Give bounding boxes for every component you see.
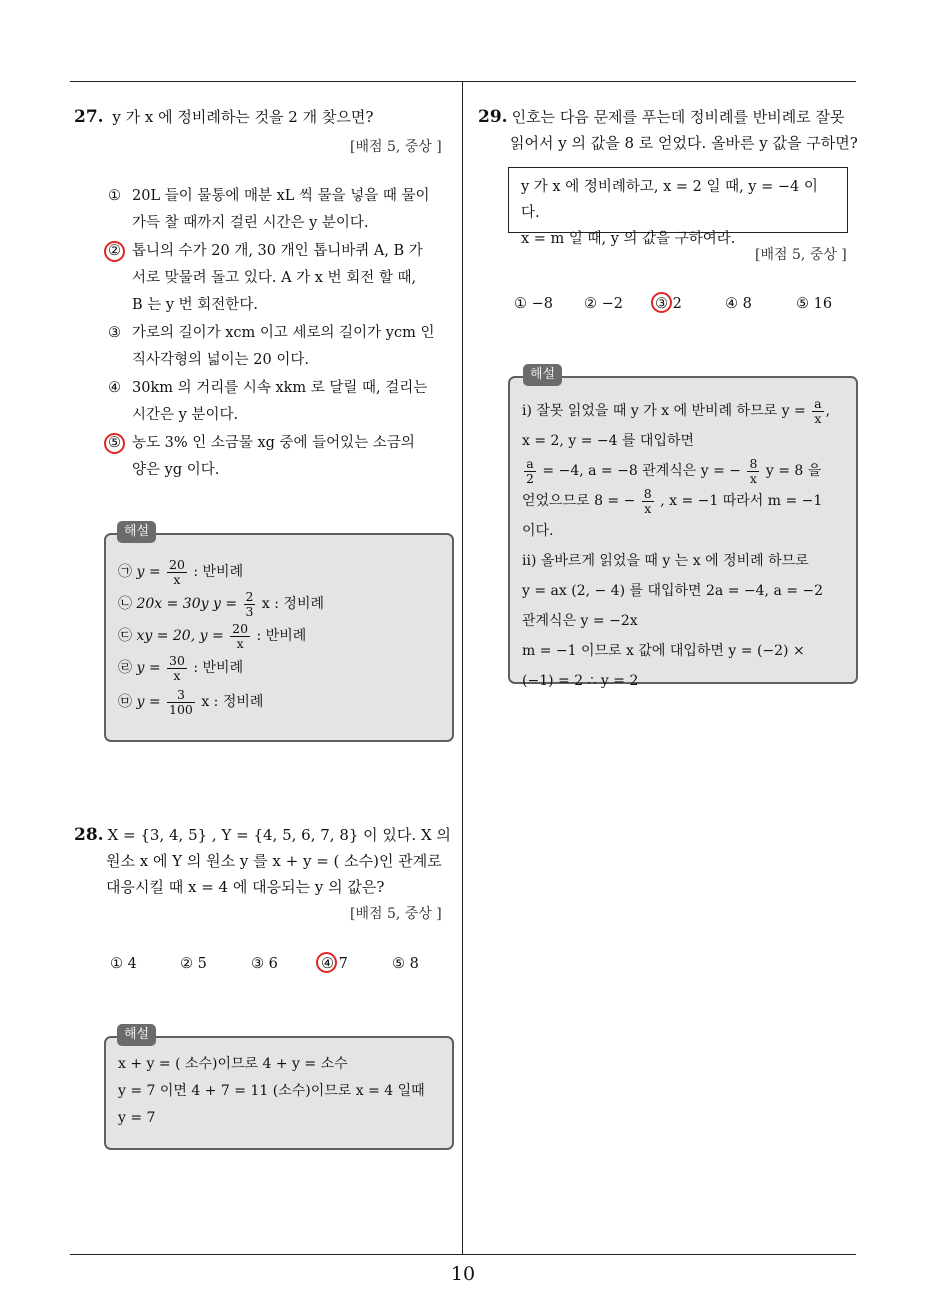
- fraction-denominator: x: [644, 500, 652, 516]
- q28-solution-tag: 해설: [117, 1024, 156, 1046]
- solution-math: y =: [136, 694, 161, 710]
- option-line: 가로의 길이가 xcm 이고 세로의 길이가 ycm 인: [132, 325, 435, 341]
- solution-line: 관계식은 y = −2x: [522, 613, 638, 629]
- option-line: 톱니의 수가 20 개, 30 개인 톱니바퀴 A, B 가: [132, 243, 423, 259]
- fraction: [244, 590, 256, 619]
- solution-text: = −4, a = −8 관계식은 y = −: [542, 463, 742, 479]
- fraction-denominator: 2: [526, 470, 534, 486]
- choice: ① 4: [110, 956, 137, 972]
- solution-line: y = ax (2, − 4) 를 대입하면 2a = −4, a = −2: [522, 583, 824, 599]
- fraction: [747, 457, 759, 486]
- fraction-numerator: a: [814, 395, 822, 411]
- option-line: 20L 들이 물통에 매분 xL 씩 물을 넣을 때 물이: [132, 188, 430, 204]
- q27-option-4: [108, 375, 438, 429]
- fraction-numerator: 20: [169, 556, 185, 572]
- q27-option-3: [108, 320, 438, 374]
- fraction: [167, 654, 187, 683]
- q28-choices: [110, 953, 450, 977]
- fraction-denominator: x: [749, 470, 757, 486]
- option-mark: ①: [108, 188, 121, 204]
- q28-text-line: 원소 x 에 Y 의 원소 y 를 x + y = ( 소수)인 관계로: [106, 852, 442, 870]
- option-line: 30km 의 거리를 시속 xkm 로 달릴 때, 걸리는: [132, 380, 428, 396]
- fraction-numerator: 8: [643, 485, 652, 501]
- fraction-denominator: 100: [169, 701, 193, 717]
- q27-score: [배점 5, 중상 ]: [350, 139, 442, 155]
- solution-math: y =: [136, 660, 161, 676]
- solution-mark: ㉣: [118, 660, 132, 676]
- fraction-numerator: 2: [245, 588, 254, 604]
- choice: ③ 2: [655, 296, 682, 312]
- q29-solution: [522, 396, 848, 696]
- solution-line: (−1) = 2 ∴ y = 2: [522, 673, 639, 689]
- q29-choices: [514, 293, 854, 317]
- solution-line: ⅱ) 올바르게 읽었을 때 y 는 x 에 정비례 하므로: [522, 553, 809, 569]
- choice: ④ 7: [321, 956, 348, 972]
- solution-math: xy = 20, y =: [136, 628, 224, 644]
- option-line: 직사각형의 넓이는 20 이다.: [132, 352, 309, 368]
- fraction-denominator: x: [173, 571, 181, 587]
- q29-text-line: 인호는 다음 문제를 푸는데 정비례를 반비례로 잘못: [511, 108, 845, 126]
- choice: ① −8: [514, 296, 553, 312]
- q27-text: y 가 x 에 정비례하는 것을 2 개 찾으면?: [112, 108, 374, 126]
- solution-text: ,: [825, 403, 831, 419]
- solution-text: : 반비례: [193, 564, 244, 580]
- fraction-denominator: x: [173, 667, 181, 683]
- solution-math: 20x = 30y y =: [136, 596, 238, 612]
- solution-math: y =: [136, 564, 161, 580]
- solution-mark: ㉤: [118, 694, 132, 710]
- option-mark: ②: [108, 243, 121, 259]
- solution-text: x : 정비례: [201, 694, 264, 710]
- solution-text: ⅰ) 잘못 읽었을 때 y 가 x 에 반비례 하므로 y =: [522, 403, 806, 419]
- answer-circle-q28-4: [316, 952, 337, 973]
- solution-line: y = 7 이면 4 + 7 = 11 (소수)이므로 x = 4 일때: [118, 1083, 425, 1099]
- choice: ② −2: [584, 296, 623, 312]
- option-line: 가득 찰 때까지 걸린 시간은 y 분이다.: [132, 215, 369, 231]
- choice: ⑤ 8: [392, 956, 419, 972]
- option-mark: ④: [108, 380, 121, 396]
- solution-text: x : 정비례: [261, 596, 325, 612]
- option-line: 농도 3% 인 소금물 xg 중에 들어있는 소금의: [132, 435, 415, 451]
- q27-solution-line-5: [118, 686, 263, 718]
- q28-score: [배점 5, 중상 ]: [350, 906, 442, 922]
- solution-mark: ㉡: [118, 596, 132, 612]
- option-line: 서로 맞물려 돌고 있다. A 가 x 번 회전 할 때,: [132, 270, 417, 286]
- q28-number: 28.: [74, 825, 104, 845]
- q29-score: [배점 5, 중상 ]: [755, 247, 847, 263]
- option-mark: ⑤: [108, 435, 121, 451]
- q27-solution-line-3: [118, 620, 306, 652]
- q29-problem-box: [508, 167, 848, 247]
- solution-text: : 반비례: [256, 628, 307, 644]
- fraction-numerator: a: [524, 457, 536, 472]
- fraction-denominator: 3: [245, 603, 254, 619]
- q27-question: [74, 104, 373, 130]
- page-number: 10: [450, 1263, 476, 1285]
- choice: ② 5: [180, 956, 207, 972]
- fraction: [167, 688, 195, 717]
- fraction-denominator: x: [814, 410, 822, 426]
- fraction: [167, 558, 187, 587]
- option-line: 양은 yg 이다.: [132, 462, 220, 478]
- q27-solution-line-2: [118, 588, 324, 620]
- option-mark: ③: [108, 325, 121, 341]
- solution-line: [522, 456, 848, 486]
- fraction-numerator: 3: [167, 688, 195, 703]
- solution-mark: ㉠: [118, 564, 132, 580]
- q27-option-2: [108, 238, 438, 319]
- column-divider: [462, 82, 463, 1254]
- solution-line: m = −1 이므로 x 값에 대입하면 y = (−2) ×: [522, 643, 805, 659]
- option-line: B 는 y 번 회전한다.: [132, 297, 258, 313]
- top-rule: [70, 81, 856, 82]
- q29-number: 29.: [478, 107, 508, 127]
- problem-line: x = m 일 때, y 의 값을 구하여라.: [521, 231, 736, 247]
- fraction-numerator: 8: [749, 455, 758, 471]
- solution-text: y = 8 을: [765, 463, 822, 479]
- answer-circle-q27-5: [104, 433, 125, 454]
- solution-text: 얻었으므로 8 = −: [522, 493, 636, 509]
- answer-circle-q29-3: [651, 292, 672, 313]
- solution-line: x = 2, y = −4 를 대입하면: [522, 433, 695, 449]
- problem-line: y 가 x 에 정비례하고, x = 2 일 때, y = −4 이다.: [521, 179, 818, 221]
- fraction: [230, 622, 250, 651]
- choice: ④ 8: [725, 296, 752, 312]
- fraction-numerator: 20: [232, 620, 249, 636]
- q29-solution-tag: 해설: [523, 364, 562, 386]
- fraction: [642, 487, 654, 516]
- q27-option-1: [108, 183, 438, 237]
- solution-line: y = 7: [118, 1110, 156, 1126]
- q29-text-line: 읽어서 y 의 값을 8 로 얻었다. 올바른 y 값을 구하면?: [510, 134, 858, 152]
- solution-text: , x = −1 따라서 m = −1: [660, 493, 823, 509]
- q27-option-5: [108, 430, 438, 484]
- q28-question: [74, 822, 458, 900]
- fraction-denominator: x: [236, 635, 244, 651]
- solution-line: x + y = ( 소수)이므로 4 + y = 소수: [118, 1056, 348, 1072]
- q28-text-line: 대응시킬 때 x = 4 에 대응되는 y 의 값은?: [106, 878, 385, 896]
- solution-line: [522, 396, 848, 426]
- choice: ③ 6: [251, 956, 278, 972]
- choice: ⑤ 16: [796, 296, 833, 312]
- fraction: [524, 457, 536, 486]
- solution-mark: ㉢: [118, 628, 132, 644]
- bottom-rule: [70, 1254, 856, 1255]
- fraction: [812, 397, 823, 426]
- q28-text-line: X = {3, 4, 5} , Y = {4, 5, 6, 7, 8} 이 있다. X 의: [107, 826, 451, 844]
- answer-circle-q27-2: [104, 241, 125, 262]
- q28-solution: [118, 1051, 425, 1132]
- fraction-numerator: 30: [169, 652, 185, 668]
- q29-question: [478, 104, 862, 156]
- option-line: 시간은 y 분이다.: [132, 407, 239, 423]
- q27-solution-line-1: [118, 556, 243, 588]
- solution-line: [522, 486, 848, 516]
- q27-solution-tag: 해설: [117, 521, 156, 543]
- solution-line: 이다.: [522, 523, 554, 539]
- q27-number: 27.: [74, 107, 104, 127]
- solution-text: : 반비례: [193, 660, 244, 676]
- q27-solution-line-4: [118, 652, 243, 684]
